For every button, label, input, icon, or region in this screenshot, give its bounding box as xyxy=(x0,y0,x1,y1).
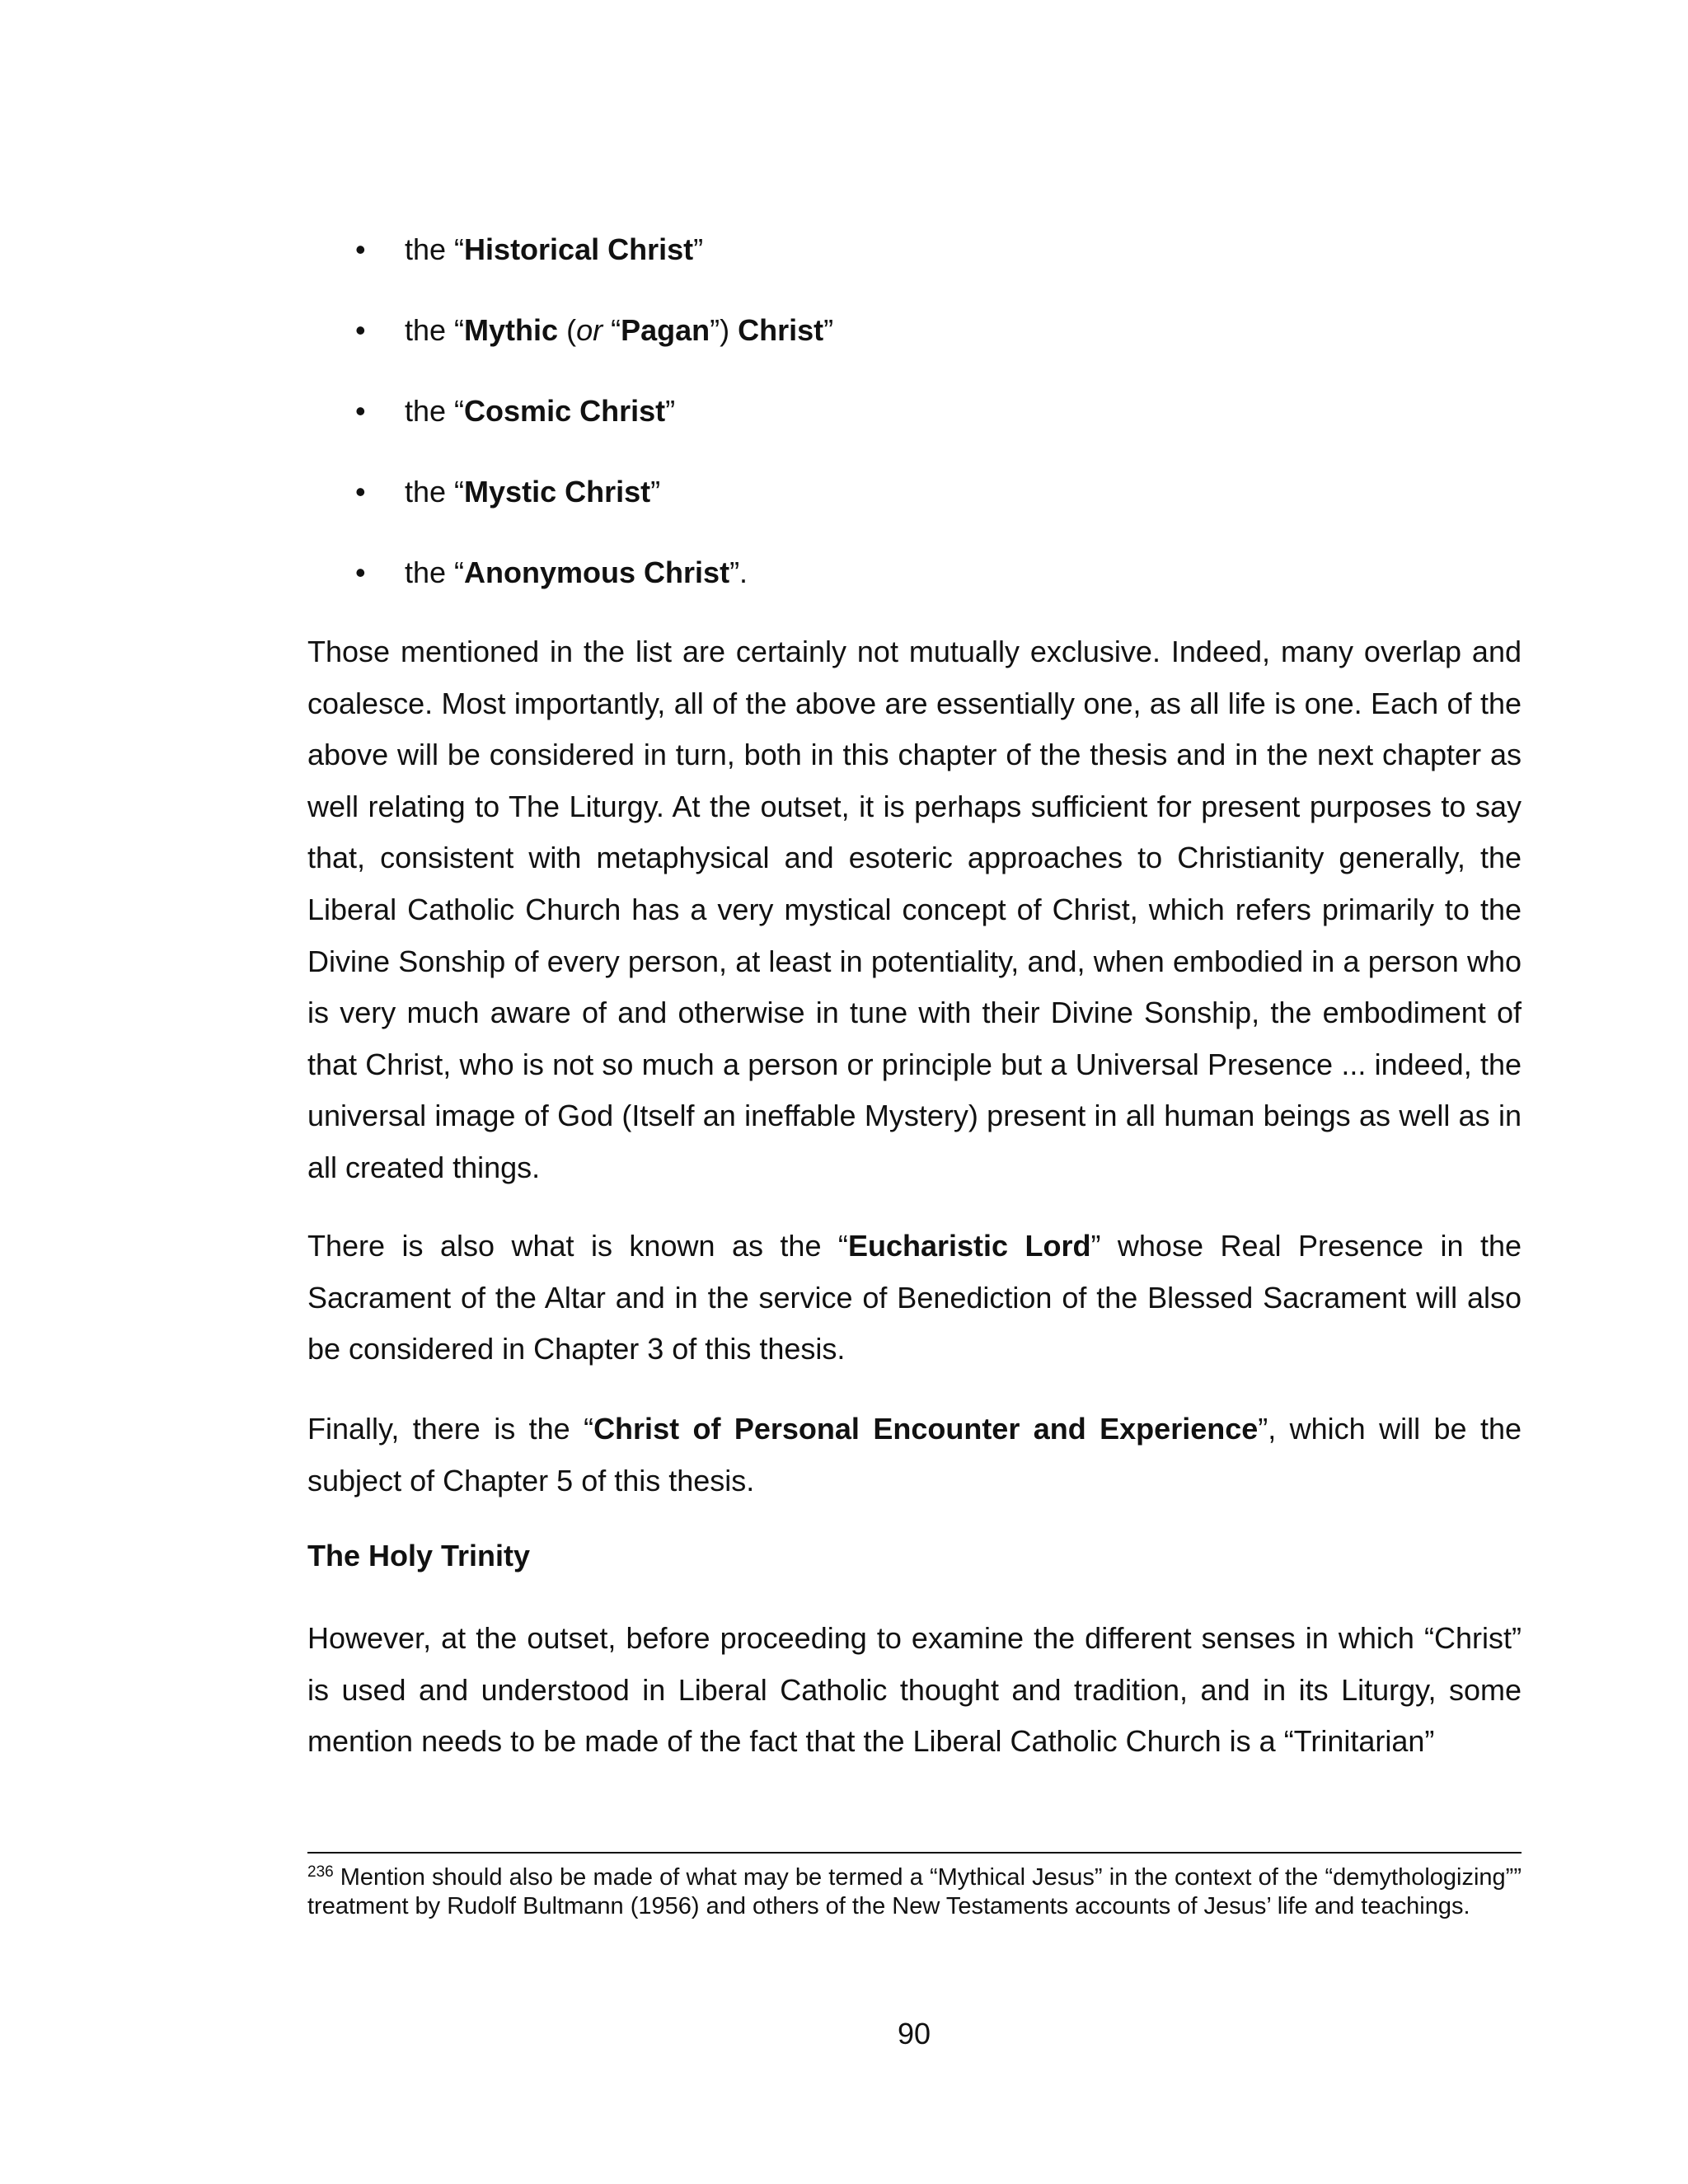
body-paragraph: There is also what is known as the “Eucharistic Lord” whose Real Presence in the Sacrament of the Altar and in the service of Benediction of the Blessed Sacrament will also be considered in Chapter 3 of this thesis. xyxy=(307,1229,1522,1366)
body-paragraph: Finally, there is the “Christ of Personal Encounter and Experience”, which will be the subject of Chapter 5 of this thesis. xyxy=(307,1412,1522,1497)
bullet-icon: • xyxy=(355,555,366,589)
bullet-icon: • xyxy=(355,232,366,266)
bullet-icon: • xyxy=(355,475,366,509)
bullet-icon: • xyxy=(355,313,366,347)
list-item: • the “Mythic (or “Pagan”) Christ” xyxy=(307,309,1522,390)
footnote-number: 236 xyxy=(307,1863,334,1881)
list-item: • the “Historical Christ” xyxy=(307,228,1522,309)
page-number: 90 xyxy=(897,2017,931,2050)
christ-concepts-list xyxy=(307,228,1522,632)
list-item: • the “Cosmic Christ” xyxy=(307,390,1522,471)
list-item: • the “Mystic Christ” xyxy=(307,471,1522,551)
footnote xyxy=(307,1863,1522,1921)
footnote-divider xyxy=(307,1852,1522,1854)
bullet-icon: • xyxy=(355,394,366,428)
body-paragraph: Those mentioned in the list are certainly not mutually exclusive. Indeed, many overlap and coalesce. Most importantly, all of the above are essentially one, as all life is one. Each of the above will be considered in turn, both in this chapter of the thesis and in the next chapter as well relating to The Liturgy. At the outset, it is perhaps sufficient for present purposes to say that, consistent with metaphysical and esoteric approaches to Christianity generally, the Liberal Catholic Church has a very mystical concept of Christ, which refers primarily to the Divine Sonship of every person, at least in potentiality, and, when embodied in a person who is very much aware of and otherwise in tune with their Divine Sonship, the embodiment of that Christ, who is not so much a person or principle but a Universal Presence ... indeed, the universal image of God (Itself an ineffable Mystery) present in all human beings as well as in all created things. xyxy=(307,635,1522,1184)
footnote-text: Mention should also be made of what may be termed a “Mythical Jesus” in the context of the “demythologizing”” treatment by Rudolf Bultmann (1956) and others of the New Testaments accounts of Jesus’ life and teachings. xyxy=(307,1864,1522,1919)
section-heading: The Holy Trinity xyxy=(307,1539,531,1572)
list-item: • the “Anonymous Christ”. xyxy=(307,551,1522,632)
body-paragraph: However, at the outset, before proceeding to examine the different senses in which “Christ” is used and understood in Liberal Catholic thought and tradition, and in its Liturgy, some mention needs to be made of the fact that the Liberal Catholic Church is a “Trinitarian” xyxy=(307,1621,1522,1759)
